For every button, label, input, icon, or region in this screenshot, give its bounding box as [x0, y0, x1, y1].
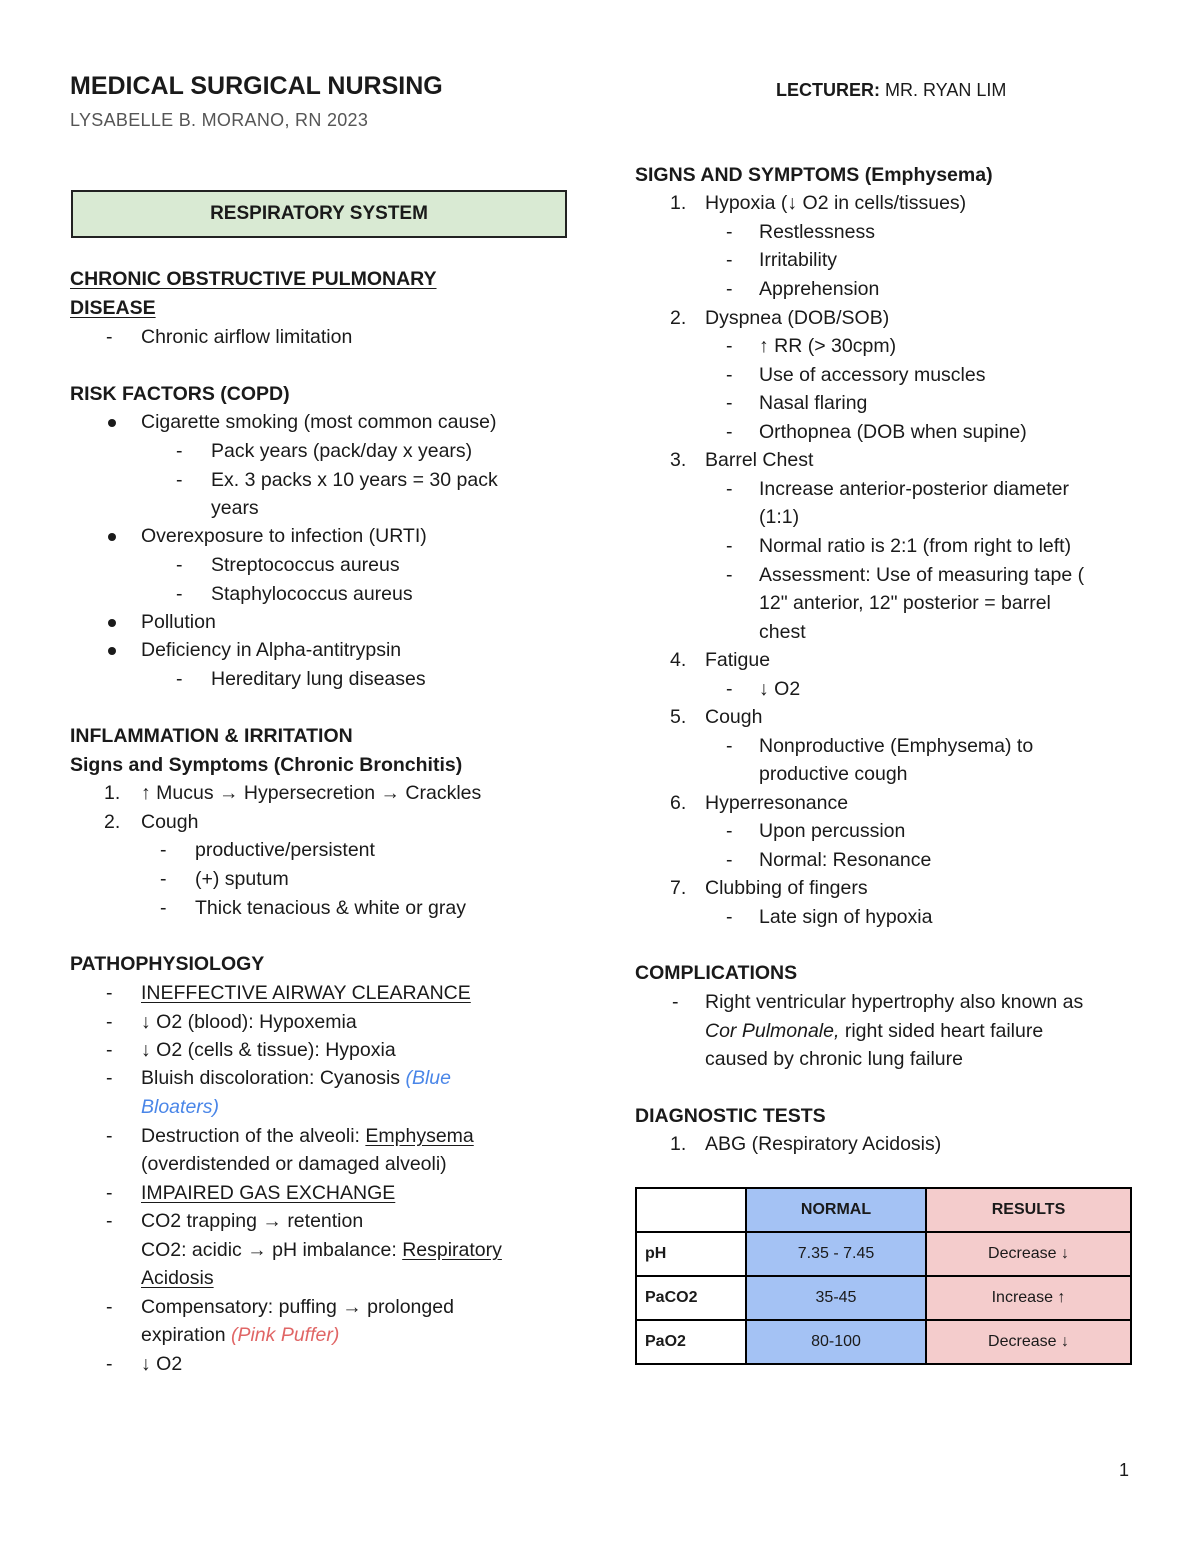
emphysema-subitem-cont: 12" anterior, 12" posterior = barrel: [759, 592, 1051, 614]
risk-subitem: Streptococcus aureus: [211, 554, 400, 576]
dash-marker: -: [106, 1011, 113, 1033]
respiratory-acidosis-term: Respiratory: [402, 1239, 502, 1261]
dash-marker: -: [106, 1182, 113, 1204]
emphysema-subitem: Assessment: Use of measuring tape (: [759, 564, 1085, 586]
cor-pulmonale-term: Cor Pulmonale,: [705, 1020, 840, 1042]
risk-item: Overexposure to infection (URTI): [141, 525, 427, 547]
patho-item: [141, 1124, 474, 1148]
inflammation-subitem: productive/persistent: [195, 839, 375, 861]
emphysema-subitem: Orthopnea (DOB when supine): [759, 421, 1027, 443]
number-marker: 6.: [670, 792, 687, 814]
risk-item: Pollution: [141, 611, 216, 633]
risk-subitem: Pack years (pack/day x years): [211, 440, 473, 462]
emphysema-subitem: Use of accessory muscles: [759, 364, 986, 386]
number-marker: 2.: [670, 307, 687, 329]
abg-table: [635, 1187, 1132, 1365]
emphysema-subitem: ↑ RR (> 30cpm): [759, 335, 897, 357]
normal-value: 7.35 - 7.45: [746, 1232, 926, 1276]
dash-marker: -: [672, 991, 679, 1013]
number-marker: 1.: [104, 782, 121, 804]
complications-text-part: right sided heart failure: [839, 1020, 1044, 1042]
risk-item: Cigarette smoking (most common cause): [141, 411, 497, 433]
number-marker: 2.: [104, 811, 121, 833]
patho-item: ↓ O2 (blood): Hypoxemia: [141, 1011, 357, 1033]
dash-marker: -: [726, 249, 733, 271]
table-row: [636, 1276, 1131, 1320]
number-marker: 7.: [670, 877, 687, 899]
pathophysiology-heading: PATHOPHYSIOLOGY: [70, 953, 265, 975]
patho-text: Destruction of the alveoli:: [141, 1125, 366, 1147]
dash-marker: -: [726, 221, 733, 243]
dash-marker: -: [726, 735, 733, 757]
emphysema-subitem: Nonproductive (Emphysema) to: [759, 735, 1034, 757]
table-row: [636, 1320, 1131, 1364]
risk-subitem: Hereditary lung diseases: [211, 668, 426, 690]
dash-marker: -: [726, 535, 733, 557]
normal-value: 35-45: [746, 1276, 926, 1320]
complications-text-cont: caused by chronic lung failure: [705, 1048, 963, 1070]
dash-marker: -: [106, 1353, 113, 1375]
emphysema-item: Dyspnea (DOB/SOB): [705, 307, 890, 329]
dash-marker: -: [726, 820, 733, 842]
inflammation-subitem: Thick tenacious & white or gray: [195, 897, 466, 919]
normal-value: 80-100: [746, 1320, 926, 1364]
emphysema-item: Cough: [705, 706, 763, 728]
dash-marker: -: [726, 364, 733, 386]
dash-marker: -: [176, 668, 183, 690]
emphysema-item: Clubbing of fingers: [705, 877, 868, 899]
dash-marker: -: [726, 392, 733, 414]
dash-marker: -: [106, 1125, 113, 1147]
patho-item-cont: [141, 1238, 502, 1262]
pink-puffer-note: (Pink Puffer): [230, 1324, 340, 1346]
patho-item-cont: [141, 1323, 339, 1347]
emphysema-item: Hypoxia (↓ O2 in cells/tissues): [705, 192, 967, 214]
copd-item: Chronic airflow limitation: [141, 326, 353, 348]
emphysema-subitem: Upon percussion: [759, 820, 906, 842]
respiratory-acidosis-term-cont: Acidosis: [141, 1267, 214, 1289]
table-header-cell: RESULTS: [926, 1188, 1131, 1232]
emphysema-subitem: Apprehension: [759, 278, 880, 300]
lecturer: [776, 78, 1006, 102]
patho-text: CO2: acidic → pH imbalance:: [141, 1239, 403, 1261]
number-marker: 3.: [670, 449, 687, 471]
emphysema-heading: SIGNS AND SYMPTOMS (Emphysema): [635, 164, 993, 186]
dash-marker: -: [726, 335, 733, 357]
dash-marker: -: [160, 868, 167, 890]
inflammation-subitem: (+) sputum: [195, 868, 289, 890]
emphysema-item: Barrel Chest: [705, 449, 814, 471]
blue-bloaters-note: (Blue: [405, 1067, 451, 1089]
dash-marker: -: [160, 897, 167, 919]
diagnostic-heading: DIAGNOSTIC TESTS: [635, 1105, 826, 1127]
bullet-marker: [108, 533, 116, 541]
author-line: LYSABELLE B. MORANO, RN 2023: [70, 110, 369, 130]
lecturer-label: LECTURER:: [776, 80, 880, 100]
complications-heading: COMPLICATIONS: [635, 962, 798, 984]
patho-item: IMPAIRED GAS EXCHANGE: [141, 1182, 396, 1204]
dash-marker: -: [176, 583, 183, 605]
emphysema-subitem-cont: (1:1): [759, 506, 800, 528]
dash-marker: -: [176, 440, 183, 462]
patho-item: Compensatory: puffing → prolonged: [141, 1296, 454, 1318]
section-title: RESPIRATORY SYSTEM: [210, 203, 428, 224]
document-title: MEDICAL SURGICAL NURSING: [70, 72, 443, 100]
risk-item: Deficiency in Alpha-antitrypsin: [141, 639, 402, 661]
inflammation-item: Cough: [141, 811, 199, 833]
dash-marker: -: [106, 326, 113, 348]
emphysema-subitem: Normal ratio is 2:1 (from right to left): [759, 535, 1072, 557]
result-value: Decrease ↓: [926, 1232, 1131, 1276]
dash-marker: -: [106, 1210, 113, 1232]
emphysema-subitem-cont: chest: [759, 621, 806, 643]
dash-marker: -: [726, 564, 733, 586]
bullet-marker: [108, 647, 116, 655]
dash-marker: -: [106, 1067, 113, 1089]
emphysema-subitem: ↓ O2: [759, 678, 801, 700]
dash-marker: -: [726, 849, 733, 871]
number-marker: 1.: [670, 192, 687, 214]
patho-text: Bluish discoloration: Cyanosis: [141, 1067, 406, 1089]
dash-marker: -: [160, 839, 167, 861]
patho-item-cont: (overdistended or damaged alveoli): [141, 1153, 447, 1175]
emphysema-item: Hyperresonance: [705, 792, 849, 814]
page-number: 1: [1119, 1460, 1130, 1480]
complications-text-cont: [705, 1019, 1043, 1043]
patho-item: [141, 1066, 451, 1090]
dash-marker: -: [106, 1039, 113, 1061]
emphysema-subitem: Increase anterior-posterior diameter: [759, 478, 1069, 500]
risk-subitem: Staphylococcus aureus: [211, 583, 413, 605]
dash-marker: -: [726, 478, 733, 500]
dash-marker: -: [726, 678, 733, 700]
emphysema-term: Emphysema: [365, 1125, 474, 1147]
copd-heading-cont: DISEASE: [70, 297, 156, 319]
inflammation-subheading: Signs and Symptoms (Chronic Bronchitis): [70, 754, 463, 776]
number-marker: 5.: [670, 706, 687, 728]
table-header-row: [636, 1188, 1131, 1232]
patho-text: expiration: [141, 1324, 231, 1346]
dash-marker: -: [726, 421, 733, 443]
inflammation-item: ↑ Mucus → Hypersecretion → Crackles: [141, 782, 482, 804]
emphysema-subitem: Restlessness: [759, 221, 875, 243]
emphysema-subitem-cont: productive cough: [759, 763, 908, 785]
dash-marker: -: [176, 554, 183, 576]
dash-marker: -: [726, 906, 733, 928]
copd-heading: CHRONIC OBSTRUCTIVE PULMONARY: [70, 268, 437, 290]
number-marker: 1.: [670, 1133, 687, 1155]
lecturer-name: MR. RYAN LIM: [885, 80, 1007, 100]
patho-item: ↓ O2 (cells & tissue): Hypoxia: [141, 1039, 396, 1061]
risk-subitem: Ex. 3 packs x 10 years = 30 pack: [211, 469, 498, 491]
result-value: Decrease ↓: [926, 1320, 1131, 1364]
emphysema-subitem: Irritability: [759, 249, 838, 271]
risk-subitem-cont: years: [211, 497, 259, 519]
patho-item: CO2 trapping → retention: [141, 1210, 364, 1232]
table-header-cell: [636, 1188, 746, 1232]
bullet-marker: [108, 419, 116, 427]
risk-heading: RISK FACTORS (COPD): [70, 383, 290, 405]
table-row: [636, 1232, 1131, 1276]
row-label: pH: [636, 1232, 746, 1276]
inflammation-heading: INFLAMMATION & IRRITATION: [70, 725, 353, 747]
emphysema-subitem: Normal: Resonance: [759, 849, 932, 871]
emphysema-subitem: Nasal flaring: [759, 392, 868, 414]
complications-text: Right ventricular hypertrophy also known as: [705, 991, 1084, 1013]
patho-item: ↓ O2: [141, 1353, 183, 1375]
diagnostic-item: ABG (Respiratory Acidosis): [705, 1133, 942, 1155]
emphysema-subitem: Late sign of hypoxia: [759, 906, 933, 928]
dash-marker: -: [106, 1296, 113, 1318]
dash-marker: -: [176, 469, 183, 491]
row-label: PaO2: [636, 1320, 746, 1364]
emphysema-item: Fatigue: [705, 649, 771, 671]
table-header-cell: NORMAL: [746, 1188, 926, 1232]
bullet-marker: [108, 619, 116, 627]
number-marker: 4.: [670, 649, 687, 671]
row-label: PaCO2: [636, 1276, 746, 1320]
dash-marker: -: [106, 982, 113, 1004]
dash-marker: -: [726, 278, 733, 300]
patho-item: INEFFECTIVE AIRWAY CLEARANCE: [141, 982, 471, 1004]
blue-bloaters-note-cont: Bloaters): [141, 1096, 220, 1118]
section-title-box: [71, 190, 567, 238]
result-value: Increase ↑: [926, 1276, 1131, 1320]
